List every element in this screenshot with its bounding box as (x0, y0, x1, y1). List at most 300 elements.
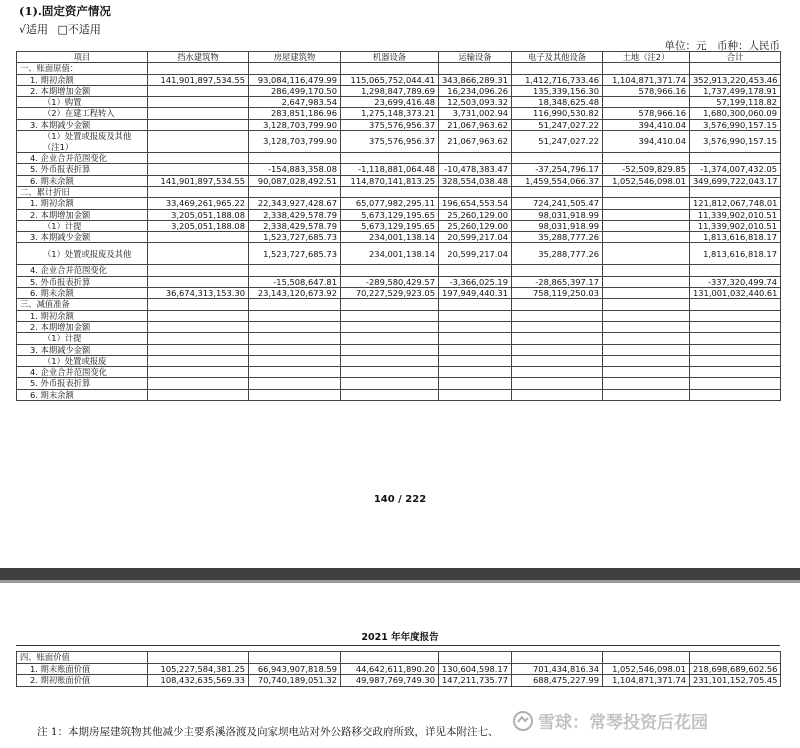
table-cell: 130,604,598.17 (439, 663, 512, 675)
table-row (17, 344, 781, 355)
table-cell (512, 321, 603, 332)
row-label: 3. 本期减少金额 (17, 232, 148, 243)
row-label: 5. 外币报表折算 (17, 164, 148, 175)
table-cell (341, 344, 439, 355)
table-cell: 21,067,963.62 (439, 119, 512, 130)
snowball-logo-icon (512, 710, 534, 732)
section-title: (1).固定资产情况 (19, 4, 111, 18)
table-cell (249, 299, 341, 310)
table-row (17, 175, 781, 186)
table-cell: 11,339,902,010.51 (690, 209, 781, 220)
table-cell: 51,247,027.22 (512, 119, 603, 130)
table-cell: 65,077,982,295.11 (341, 198, 439, 209)
row-label: 1. 期初余额 (17, 74, 148, 85)
table-cell (690, 344, 781, 355)
table-cell (439, 153, 512, 164)
table-cell (603, 355, 690, 366)
table-cell (512, 367, 603, 378)
table-cell: 20,599,217.04 (439, 232, 512, 243)
table-cell (603, 652, 690, 664)
table-cell (603, 299, 690, 310)
table-cell (148, 299, 249, 310)
table-cell (603, 389, 690, 400)
table-cell: 701,434,816.34 (512, 663, 603, 675)
table-cell: 196,654,553.54 (439, 198, 512, 209)
row-label: 2. 本期增加金额 (17, 321, 148, 332)
table-cell (148, 186, 249, 197)
watermark-text: 雪球：常琴投资后花园 (538, 713, 708, 733)
table-cell: 21,067,963.62 (439, 131, 512, 153)
table-cell (148, 108, 249, 119)
table-cell (341, 378, 439, 389)
checked-mark-icon: √ (19, 23, 27, 36)
table-cell: 23,699,416.48 (341, 97, 439, 108)
table-cell: -154,883,358.08 (249, 164, 341, 175)
row-label: （1）处置或报废及其他 (17, 243, 148, 265)
table-cell: -1,118,881,064.48 (341, 164, 439, 175)
table-row (17, 288, 781, 299)
table-cell: 116,990,530.82 (512, 108, 603, 119)
table-cell: 394,410.04 (603, 131, 690, 153)
row-label: 三、减值准备 (17, 299, 148, 310)
table-cell: 3,128,703,799.90 (249, 131, 341, 153)
table-row (17, 652, 781, 664)
table-cell (603, 321, 690, 332)
table-cell (439, 321, 512, 332)
unit-currency-line: 单位：元 币种：人民币 (664, 40, 780, 52)
table-cell (341, 355, 439, 366)
table-cell (148, 265, 249, 276)
table-cell: 1,813,616,818.17 (690, 243, 781, 265)
table-cell (439, 186, 512, 197)
footnote-1: 注 1：本期房屋建筑物其他减少主要系溪洛渡及向家坝电站对外公路移交政府所致，详见本附注七、 (37, 726, 499, 738)
table-row (17, 131, 781, 153)
table-cell: 20,599,217.04 (439, 243, 512, 265)
watermark (512, 708, 708, 733)
table-cell: 22,343,927,428.67 (249, 198, 341, 209)
table-cell (249, 265, 341, 276)
page-separator-band (0, 580, 800, 583)
table-cell (148, 243, 249, 265)
table-cell: 2,647,983.54 (249, 97, 341, 108)
book-value-table (16, 651, 781, 687)
applies-label: 适用 (26, 23, 49, 36)
table-cell (512, 310, 603, 321)
table-row (17, 198, 781, 209)
row-label: 5. 外币报表折算 (17, 276, 148, 287)
table-cell: 35,288,777.26 (512, 243, 603, 265)
table-cell (148, 153, 249, 164)
table-cell (603, 333, 690, 344)
fixed-assets-table (16, 51, 781, 401)
column-header: 电子及其他设备 (512, 52, 603, 63)
table-row (17, 119, 781, 130)
column-header: 合计 (690, 52, 781, 63)
table-cell: 5,673,129,195.65 (341, 220, 439, 231)
table-cell (690, 355, 781, 366)
table-cell (249, 344, 341, 355)
table-cell (690, 333, 781, 344)
table-cell (690, 265, 781, 276)
column-header: 挡水建筑物 (148, 52, 249, 63)
table-cell: 724,241,505.47 (512, 198, 603, 209)
table-cell (603, 97, 690, 108)
table-row (17, 276, 781, 287)
table-cell: 231,101,152,705.45 (690, 675, 781, 687)
table-row (17, 367, 781, 378)
row-label: 3. 本期减少金额 (17, 344, 148, 355)
table-cell (512, 389, 603, 400)
table-cell: 114,870,141,813.25 (341, 175, 439, 186)
table-row (17, 389, 781, 400)
table-cell: 18,348,625.48 (512, 97, 603, 108)
table-cell: 66,943,907,818.59 (249, 663, 341, 675)
table-cell: 121,812,067,748.01 (690, 198, 781, 209)
table-cell: 11,339,902,010.51 (690, 220, 781, 231)
table-cell (439, 355, 512, 366)
table-cell (603, 232, 690, 243)
table-cell: 349,699,722,043.17 (690, 175, 781, 186)
unchecked-box-icon: □ (57, 23, 68, 36)
table-cell (148, 389, 249, 400)
table-row (17, 378, 781, 389)
table-cell (148, 131, 249, 153)
table-cell: 70,740,189,051.32 (249, 675, 341, 687)
table-cell: 131,001,032,440.61 (690, 288, 781, 299)
table-cell: 98,031,918.99 (512, 220, 603, 231)
table-cell: 1,737,499,178.91 (690, 85, 781, 96)
table-row (17, 74, 781, 85)
page-number: 140 / 222 (373, 494, 427, 505)
table-row (17, 97, 781, 108)
table-cell (148, 63, 249, 74)
table-cell (249, 378, 341, 389)
table-cell (148, 85, 249, 96)
table-cell (341, 367, 439, 378)
table-cell: 33,469,261,965.22 (148, 198, 249, 209)
table-cell (249, 321, 341, 332)
table-cell: 2,338,429,578.79 (249, 209, 341, 220)
table-cell: 90,087,028,492.51 (249, 175, 341, 186)
table-cell (603, 276, 690, 287)
table-cell (690, 186, 781, 197)
table-cell: 36,674,313,153.30 (148, 288, 249, 299)
table-cell: 375,576,956.37 (341, 131, 439, 153)
table-row (17, 164, 781, 175)
table-cell (341, 333, 439, 344)
table-cell (439, 389, 512, 400)
table-cell: 758,119,250.03 (512, 288, 603, 299)
table-cell (512, 186, 603, 197)
table-cell: 1,052,546,098.01 (603, 663, 690, 675)
table-row (17, 85, 781, 96)
table-cell: 25,260,129.00 (439, 209, 512, 220)
table-cell (341, 652, 439, 664)
table-cell (690, 299, 781, 310)
row-label: （1）计提 (17, 220, 148, 231)
table-cell: 57,199,118.82 (690, 97, 781, 108)
row-label: 2. 本期增加金额 (17, 85, 148, 96)
table-cell (341, 265, 439, 276)
table-cell: 49,987,769,749.30 (341, 675, 439, 687)
row-label: （1）购置 (17, 97, 148, 108)
table-cell: 141,901,897,534.55 (148, 74, 249, 85)
table-cell: -15,508,647.81 (249, 276, 341, 287)
table-cell (603, 198, 690, 209)
table-cell: 1,680,300,060.09 (690, 108, 781, 119)
table-cell (512, 344, 603, 355)
table-cell (148, 119, 249, 130)
table-cell (690, 652, 781, 664)
table-cell (512, 652, 603, 664)
table-cell (249, 333, 341, 344)
table-cell (439, 265, 512, 276)
table-cell: 35,288,777.26 (512, 232, 603, 243)
table-cell: 1,298,847,789.69 (341, 85, 439, 96)
table-cell (690, 310, 781, 321)
table-cell: 141,901,897,534.55 (148, 175, 249, 186)
row-label: （1）计提 (17, 333, 148, 344)
table-cell: -289,580,429.57 (341, 276, 439, 287)
table-cell (249, 186, 341, 197)
table-cell (249, 389, 341, 400)
table-cell (603, 153, 690, 164)
table-cell: 3,576,990,157.15 (690, 131, 781, 153)
table-row (17, 232, 781, 243)
table-cell (439, 333, 512, 344)
table-cell: 218,698,689,602.56 (690, 663, 781, 675)
table-cell: -1,374,007,432.05 (690, 164, 781, 175)
table-cell (341, 63, 439, 74)
table-cell: 3,731,002.94 (439, 108, 512, 119)
table-cell: 108,432,635,569.33 (148, 675, 249, 687)
table-cell (690, 321, 781, 332)
applicability-line (19, 21, 101, 37)
next-page-header: 2021 年年度报告 (361, 632, 439, 643)
column-header: 运输设备 (439, 52, 512, 63)
table-row (17, 220, 781, 231)
table-cell: 23,143,120,673.92 (249, 288, 341, 299)
table-row (17, 63, 781, 74)
table-cell: 1,412,716,733.46 (512, 74, 603, 85)
table-cell (439, 63, 512, 74)
table-cell: 375,576,956.37 (341, 119, 439, 130)
row-label: 6. 期末余额 (17, 389, 148, 400)
table-cell (341, 186, 439, 197)
table-cell (148, 333, 249, 344)
table-cell (512, 378, 603, 389)
table-cell: 283,851,186.96 (249, 108, 341, 119)
table-cell (148, 355, 249, 366)
table-row (17, 186, 781, 197)
table-cell (603, 344, 690, 355)
table-row (17, 333, 781, 344)
table-cell: 1,104,871,371.74 (603, 675, 690, 687)
table-cell: 3,128,703,799.90 (249, 119, 341, 130)
table-row (17, 153, 781, 164)
table-cell (439, 652, 512, 664)
table-cell (249, 355, 341, 366)
table-cell: -3,366,025.19 (439, 276, 512, 287)
table-cell: 328,554,038.48 (439, 175, 512, 186)
row-label: （2）在建工程转入 (17, 108, 148, 119)
table-cell (439, 367, 512, 378)
row-label: 4. 企业合并范围变化 (17, 153, 148, 164)
table-cell: 234,001,138.14 (341, 243, 439, 265)
table-cell: 578,966.16 (603, 85, 690, 96)
table-cell: 105,227,584,381.25 (148, 663, 249, 675)
table-row (17, 321, 781, 332)
table-cell (249, 310, 341, 321)
header-rule (16, 645, 780, 646)
table-cell: -28,865,397.17 (512, 276, 603, 287)
row-label: （1）处置或报废及其他（注1） (17, 131, 148, 153)
table-cell: 1,523,727,685.73 (249, 232, 341, 243)
table-cell (148, 310, 249, 321)
table-row (17, 355, 781, 366)
table-cell (148, 97, 249, 108)
table-cell (603, 243, 690, 265)
table-cell: 394,410.04 (603, 119, 690, 130)
table-cell: 70,227,529,923.05 (341, 288, 439, 299)
column-header: 项目 (17, 52, 148, 63)
table-cell (512, 299, 603, 310)
table-cell: 25,260,129.00 (439, 220, 512, 231)
row-label: 1. 期末账面价值 (17, 663, 148, 675)
table-cell (439, 310, 512, 321)
table-cell: 3,205,051,188.08 (148, 220, 249, 231)
table-cell: 51,247,027.22 (512, 131, 603, 153)
table-header-row (17, 52, 781, 63)
row-label: 6. 期末余额 (17, 288, 148, 299)
table-cell: 16,234,096.26 (439, 85, 512, 96)
table-cell (690, 378, 781, 389)
table-cell: 1,523,727,685.73 (249, 243, 341, 265)
table-cell (439, 344, 512, 355)
table-cell (439, 378, 512, 389)
table-cell (249, 153, 341, 164)
table-cell: 5,673,129,195.65 (341, 209, 439, 220)
row-label: 二、累计折旧 (17, 186, 148, 197)
table-cell (249, 367, 341, 378)
not-applies-label: 不适用 (67, 23, 101, 36)
table-cell (439, 299, 512, 310)
table-cell: 98,031,918.99 (512, 209, 603, 220)
table-row (17, 299, 781, 310)
table-cell: 1,813,616,818.17 (690, 232, 781, 243)
table-cell (148, 232, 249, 243)
table-cell (603, 310, 690, 321)
row-label: 4. 企业合并范围变化 (17, 265, 148, 276)
table-cell (148, 367, 249, 378)
row-label: 2. 期初账面价值 (17, 675, 148, 687)
table-cell: 1,104,871,371.74 (603, 74, 690, 85)
row-label: 1. 期初余额 (17, 198, 148, 209)
table-cell (512, 63, 603, 74)
table-cell (603, 186, 690, 197)
table-cell (603, 288, 690, 299)
table-cell (690, 367, 781, 378)
table-cell (603, 265, 690, 276)
row-label: 2. 本期增加金额 (17, 209, 148, 220)
table-cell (148, 344, 249, 355)
table-cell (341, 389, 439, 400)
table-row (17, 675, 781, 687)
table-cell (690, 389, 781, 400)
table-cell: 578,966.16 (603, 108, 690, 119)
table-cell (690, 153, 781, 164)
table-cell: 352,913,220,453.46 (690, 74, 781, 85)
table-cell: -52,509,829.85 (603, 164, 690, 175)
table-cell: 147,211,735.77 (439, 675, 512, 687)
row-label: 3. 本期减少金额 (17, 119, 148, 130)
table-cell (512, 333, 603, 344)
table-cell (249, 652, 341, 664)
table-row (17, 243, 781, 265)
table-cell (148, 164, 249, 175)
table-cell (341, 321, 439, 332)
table-cell: 1,052,546,098.01 (603, 175, 690, 186)
table-cell: 93,084,116,479.99 (249, 74, 341, 85)
table-cell: 135,339,156.30 (512, 85, 603, 96)
row-label: 四、账面价值 (17, 652, 148, 664)
table-cell: 12,503,093.32 (439, 97, 512, 108)
row-label: 6. 期末余额 (17, 175, 148, 186)
table-cell: 197,949,440.31 (439, 288, 512, 299)
table-cell: 1,459,554,066.37 (512, 175, 603, 186)
table-cell (148, 652, 249, 664)
table-cell: 688,475,227.99 (512, 675, 603, 687)
table-cell (512, 153, 603, 164)
table-cell: 115,065,752,044.41 (341, 74, 439, 85)
table-row (17, 663, 781, 675)
table-cell: 44,642,611,890.20 (341, 663, 439, 675)
table-cell (603, 209, 690, 220)
page-separator (0, 568, 800, 580)
table-cell (148, 378, 249, 389)
table-cell (512, 265, 603, 276)
table-cell (148, 321, 249, 332)
table-cell (603, 378, 690, 389)
table-cell (249, 63, 341, 74)
table-cell: 2,338,429,578.79 (249, 220, 341, 231)
table-cell: 3,576,990,157.15 (690, 119, 781, 130)
table-row (17, 108, 781, 119)
table-cell: -337,320,499.74 (690, 276, 781, 287)
table-cell (603, 220, 690, 231)
table-cell: -37,254,796.17 (512, 164, 603, 175)
table-cell: -10,478,383.47 (439, 164, 512, 175)
row-label: 5. 外币报表折算 (17, 378, 148, 389)
row-label: 4. 企业合并范围变化 (17, 367, 148, 378)
table-cell: 1,275,148,373.21 (341, 108, 439, 119)
table-cell: 286,499,170.50 (249, 85, 341, 96)
table-cell: 343,866,289.31 (439, 74, 512, 85)
table-cell (603, 367, 690, 378)
table-cell (690, 63, 781, 74)
table-cell: 234,001,138.14 (341, 232, 439, 243)
column-header: 土地（注2） (603, 52, 690, 63)
table-cell: 3,205,051,188.08 (148, 209, 249, 220)
table-cell (512, 355, 603, 366)
table-row (17, 310, 781, 321)
table-row (17, 209, 781, 220)
row-label: 一、账面原值： (17, 63, 148, 74)
table-cell (341, 299, 439, 310)
table-row (17, 265, 781, 276)
row-label: （1）处置或报废 (17, 355, 148, 366)
table-cell (341, 310, 439, 321)
